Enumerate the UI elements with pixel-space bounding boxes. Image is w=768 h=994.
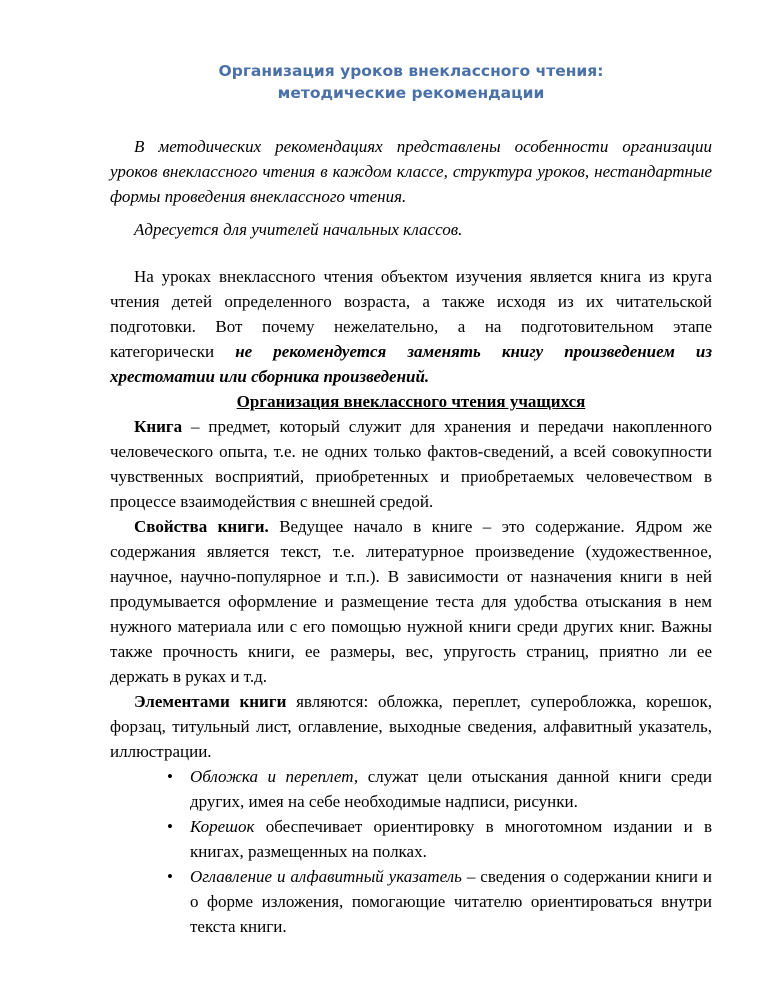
audience-note: Адресуется для учителей начальных классов.	[134, 220, 463, 239]
list-item-term: Обложка и переплет,	[190, 767, 359, 786]
elements-list	[110, 764, 712, 939]
title-line-1: Организация уроков внеклассного чтения:	[218, 62, 604, 80]
bullet-icon: •	[167, 867, 173, 886]
list-item	[167, 864, 712, 939]
bullet-icon: •	[167, 817, 173, 836]
list-item-text: обеспечивает ориентировку в многотомном издании и в книгах, размещенных на полках.	[190, 817, 712, 861]
intro-text: На уроках внеклассного чтения объектом изучения является книга из круга чтения детей определенного возраста, а также исходя из их читательской подготовки. Вот почему нежелательно, а на подготовительном этапе категорически	[110, 267, 712, 361]
elements-text: являются: обложка, переплет, суперобложка, корешок, форзац, титульный лист, оглавление, выходные сведения, алфавитный указатель, иллюстрации.	[110, 692, 712, 761]
list-item-text: – сведения о содержании книги и о форме изложения, помогающие читателю ориентироваться внутри текста книги.	[190, 867, 712, 936]
list-item-term: Оглавление и алфавитный указатель	[190, 867, 462, 886]
abstract-paragraph: В методических рекомендациях представлены особенности организации уроков внеклассного чтения в каждом классе, структура уроков, нестандартные формы проведения внеклассного чтения.	[110, 137, 712, 206]
elements-paragraph	[110, 689, 712, 764]
book-term: Книга	[134, 417, 183, 436]
intro-emphasis: не рекомендуется заменять книгу произведением из хрестоматии или сборника произведений.	[110, 342, 713, 386]
list-item-term: Корешок	[190, 817, 255, 836]
title-line-2: методические рекомендации	[277, 84, 545, 102]
book-definition-text: – предмет, который служит для хранения и передачи накопленного человеческого опыта, т.е. не одних только фактов-сведений, а всей совокупности чувственных восприятий, приобретенных и приобретаемых человечеством в процессе взаимодействия с внешней средой.	[110, 417, 712, 511]
bullet-icon: •	[167, 767, 173, 786]
intro-paragraph	[110, 264, 712, 389]
document-page	[110, 60, 712, 939]
properties-term: Свойства книги.	[134, 517, 269, 536]
book-definition-paragraph	[110, 414, 712, 514]
document-title	[110, 60, 712, 104]
list-item	[167, 814, 712, 864]
section-heading: Организация внеклассного чтения учащихся	[236, 392, 586, 411]
elements-term: Элементами книги	[134, 692, 287, 711]
list-item-text: служат цели отыскания данной книги среди других, имея на себе необходимые надписи, рисунки.	[190, 767, 712, 811]
properties-text: Ведущее начало в книге – это содержание. Ядром же содержания является текст, т.е. литературное произведение (художественное, научное, научно-популярное и т.п.). В зависимости от назначения книги в ней продумывается оформление и размещение теста для удобства отыскания в нем нужного материала или с его помощью нужной книги среди других книг. Важны также прочность книги, ее размеры, вес, упругость страниц, приятно ли ее держать в руках и т.д.	[110, 517, 712, 686]
properties-paragraph	[110, 514, 712, 689]
list-item	[167, 764, 712, 814]
